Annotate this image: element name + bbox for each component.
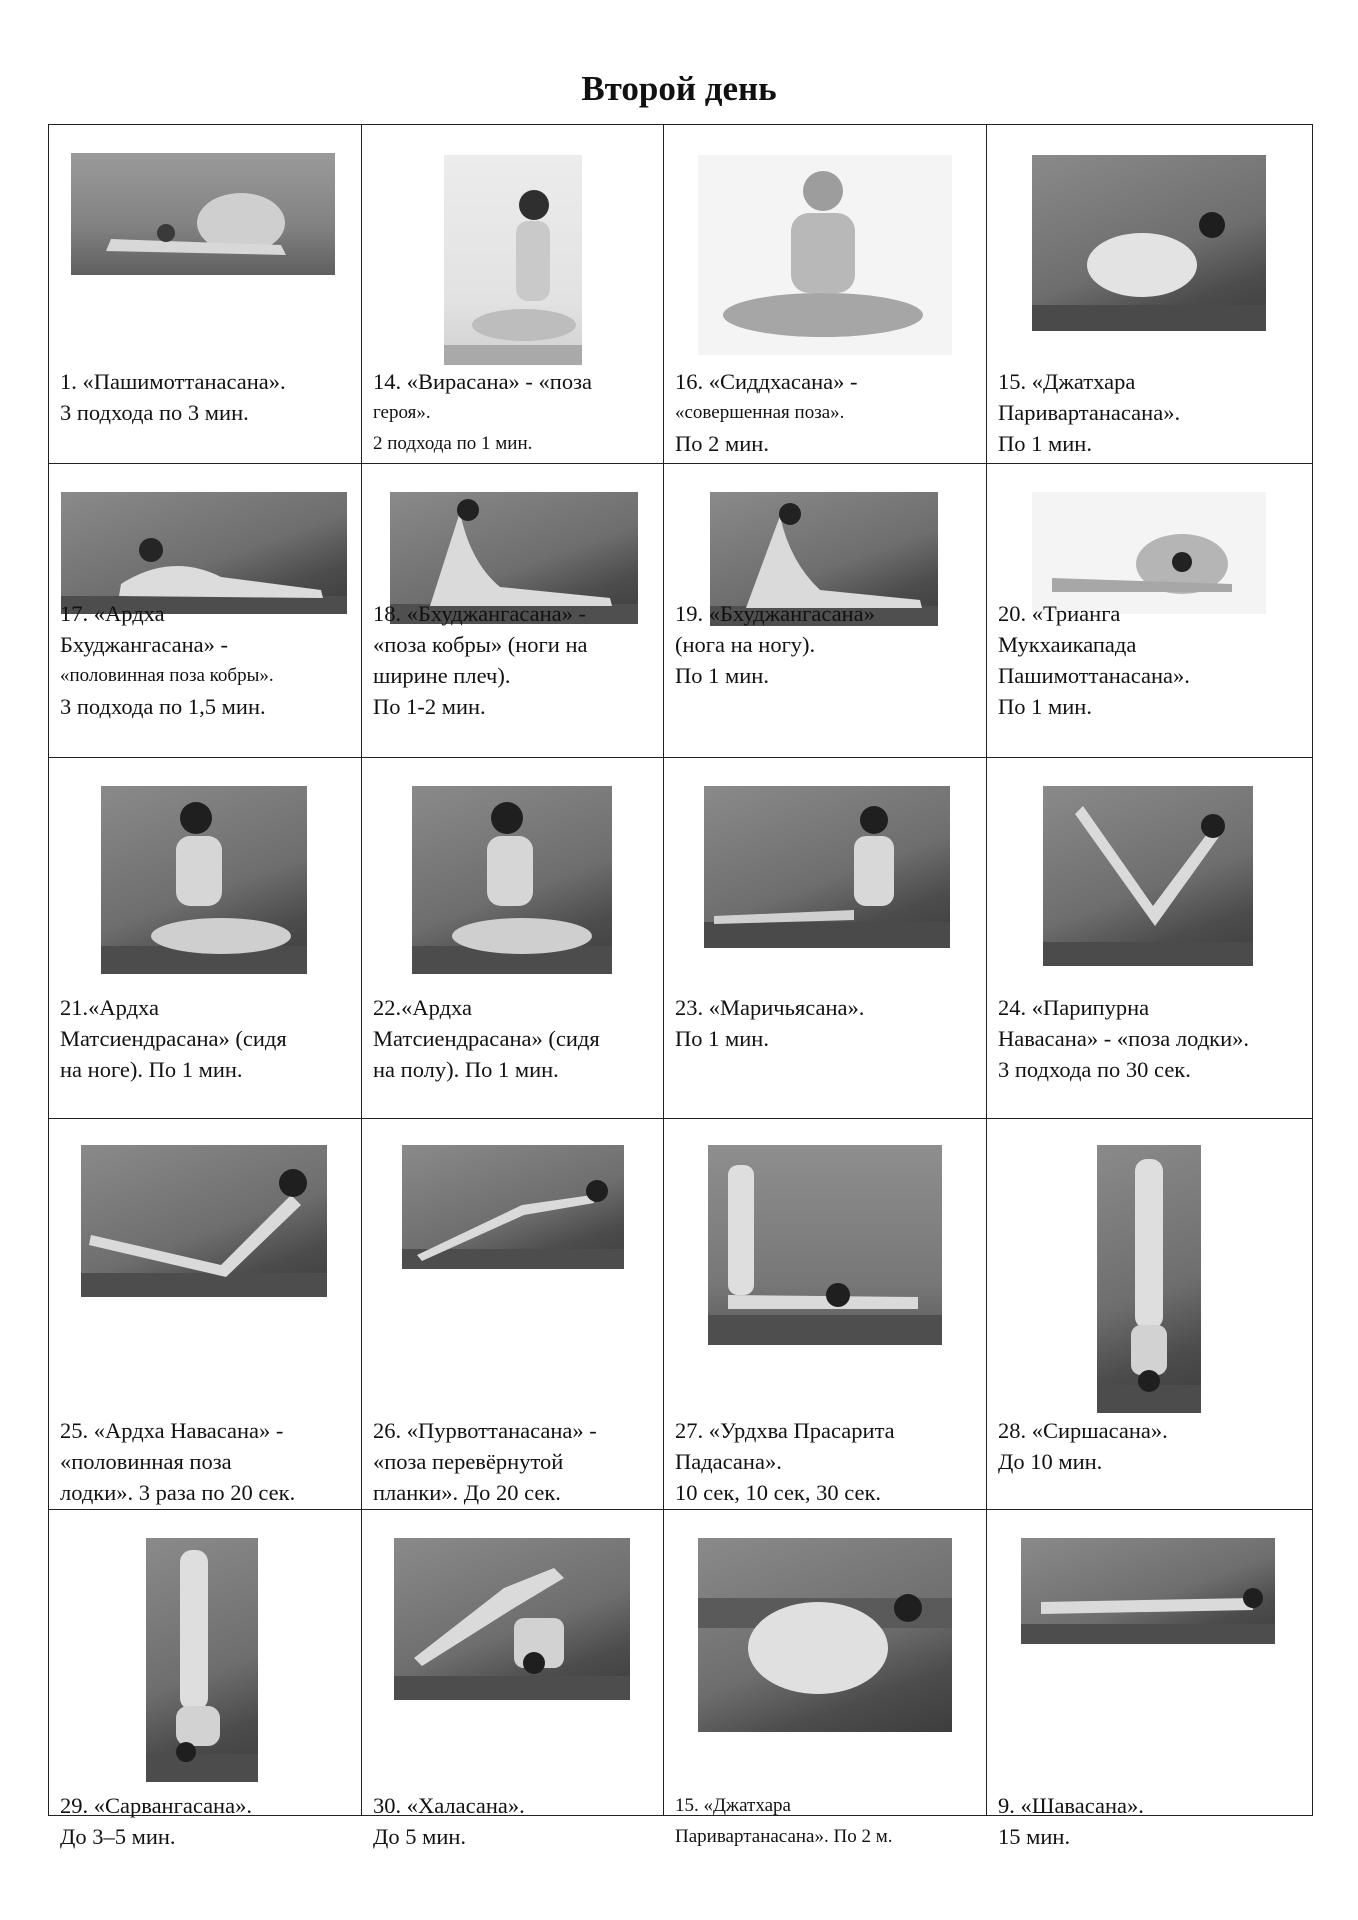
pose-cell <box>49 464 362 758</box>
pose-cell <box>664 1119 987 1510</box>
pose-caption: 22.«Ардха Матсиендрасана» (сидя на полу). По 1 мин. <box>373 995 600 1082</box>
pose-cell <box>49 1510 362 1849</box>
pose-caption: 19. «Бхуджангасана» (нога на ногу). По 1 мин. <box>675 601 875 688</box>
pose-photo-virasana <box>444 155 582 365</box>
pose-caption: 17. «Ардха Бхуджангасана» - «половинная поза кобры». 3 подхода по 1,5 мин. <box>60 601 274 719</box>
pose-caption: 9. «Шавасана». 15 мин. <box>998 1793 1144 1849</box>
pose-caption: 16. «Сиддхасана» - «совершенная поза». По 2 мин. <box>675 369 858 456</box>
pose-caption: 26. «Пурвоттанасана» - «поза перевёрнутой планки». До 20 сек. <box>373 1418 597 1505</box>
pose-caption: 25. «Ардха Навасана» - «половинная поза лодки». 3 раза по 20 сек. <box>60 1418 296 1505</box>
pose-cell <box>987 1510 1313 1849</box>
pose-photo-jathara-parivartanasana <box>1032 155 1266 331</box>
pose-cell <box>987 1119 1313 1510</box>
pose-caption: 15. «Джатхара Паривартанасана». По 2 м. <box>675 1795 893 1847</box>
pose-cell <box>987 125 1313 464</box>
pose-photo-halasana <box>394 1538 630 1700</box>
pose-cell <box>664 1510 987 1847</box>
pose-caption: 20. «Трианга Мукхаикапада Пашимоттанасана». По 1 мин. <box>998 601 1190 719</box>
pose-cell <box>664 758 987 1119</box>
pose-cell <box>49 758 362 1119</box>
pose-caption: 23. «Маричьясана». По 1 мин. <box>675 995 865 1051</box>
pose-caption: 29. «Сарвангасана». До 3–5 мин. <box>60 1793 252 1849</box>
pose-cell <box>49 1119 362 1510</box>
pose-photo-shavasana <box>1021 1538 1275 1644</box>
pose-caption: 15. «Джатхара Паривартанасана». По 1 мин. <box>998 369 1181 456</box>
pose-photo-ardha-matsyendrasana-2 <box>412 786 612 974</box>
pose-photo-siddhasana <box>698 155 952 355</box>
pose-cell <box>362 125 664 464</box>
pose-cell <box>49 125 362 464</box>
pose-photo-purvottanasana <box>402 1145 624 1269</box>
pose-caption: 21.«Ардха Матсиендрасана» (сидя на ноге). По 1 мин. <box>60 995 287 1082</box>
pose-cell <box>664 125 987 464</box>
pose-caption: 30. «Халасана». До 5 мин. <box>373 1793 525 1849</box>
pose-cell <box>362 1510 664 1849</box>
pose-photo-paschimottanasana <box>71 153 335 275</box>
pose-cell <box>362 1119 664 1510</box>
pose-photo-triang-mukhaikapada <box>1032 492 1266 614</box>
pose-cell <box>362 758 664 1119</box>
pose-photo-urdhva-prasarita-padasana <box>708 1145 942 1345</box>
pose-cell <box>987 464 1313 758</box>
page-title: Второй день <box>581 69 777 108</box>
pose-caption: 24. «Парипурна Навасана» - «поза лодки». 3 подхода по 30 сек. <box>998 995 1249 1082</box>
pose-caption: 18. «Бхуджангасана» - «поза кобры» (ноги на ширине плеч). По 1-2 мин. <box>373 601 588 719</box>
pose-caption: 28. «Сиршасана». До 10 мин. <box>998 1418 1168 1474</box>
pose-cell <box>362 464 664 758</box>
pose-cell <box>987 758 1313 1119</box>
pose-photo-ardha-navasana <box>81 1145 327 1297</box>
pose-photo-sirshasana <box>1097 1145 1201 1413</box>
pose-photo-marichyasana <box>704 786 950 948</box>
pose-photo-jathara-parivartanasana-2 <box>698 1538 952 1732</box>
pose-photo-ardha-bhujangasana <box>61 492 347 614</box>
pose-photo-sarvangasana <box>146 1538 258 1782</box>
pose-caption: 1. «Пашимоттанасана». 3 подхода по 3 мин. <box>60 369 286 425</box>
pose-caption: 27. «Урдхва Прасарита Падасана». 10 сек, 10 сек, 30 сек. <box>675 1418 895 1505</box>
pose-cell <box>664 464 987 758</box>
pose-caption: 14. «Вирасана» - «поза героя». 2 подхода по 1 мин. <box>373 369 592 454</box>
poses-table <box>48 124 1313 1849</box>
pose-photo-ardha-matsyendrasana-1 <box>101 786 307 974</box>
pose-photo-paripurna-navasana <box>1043 786 1253 966</box>
